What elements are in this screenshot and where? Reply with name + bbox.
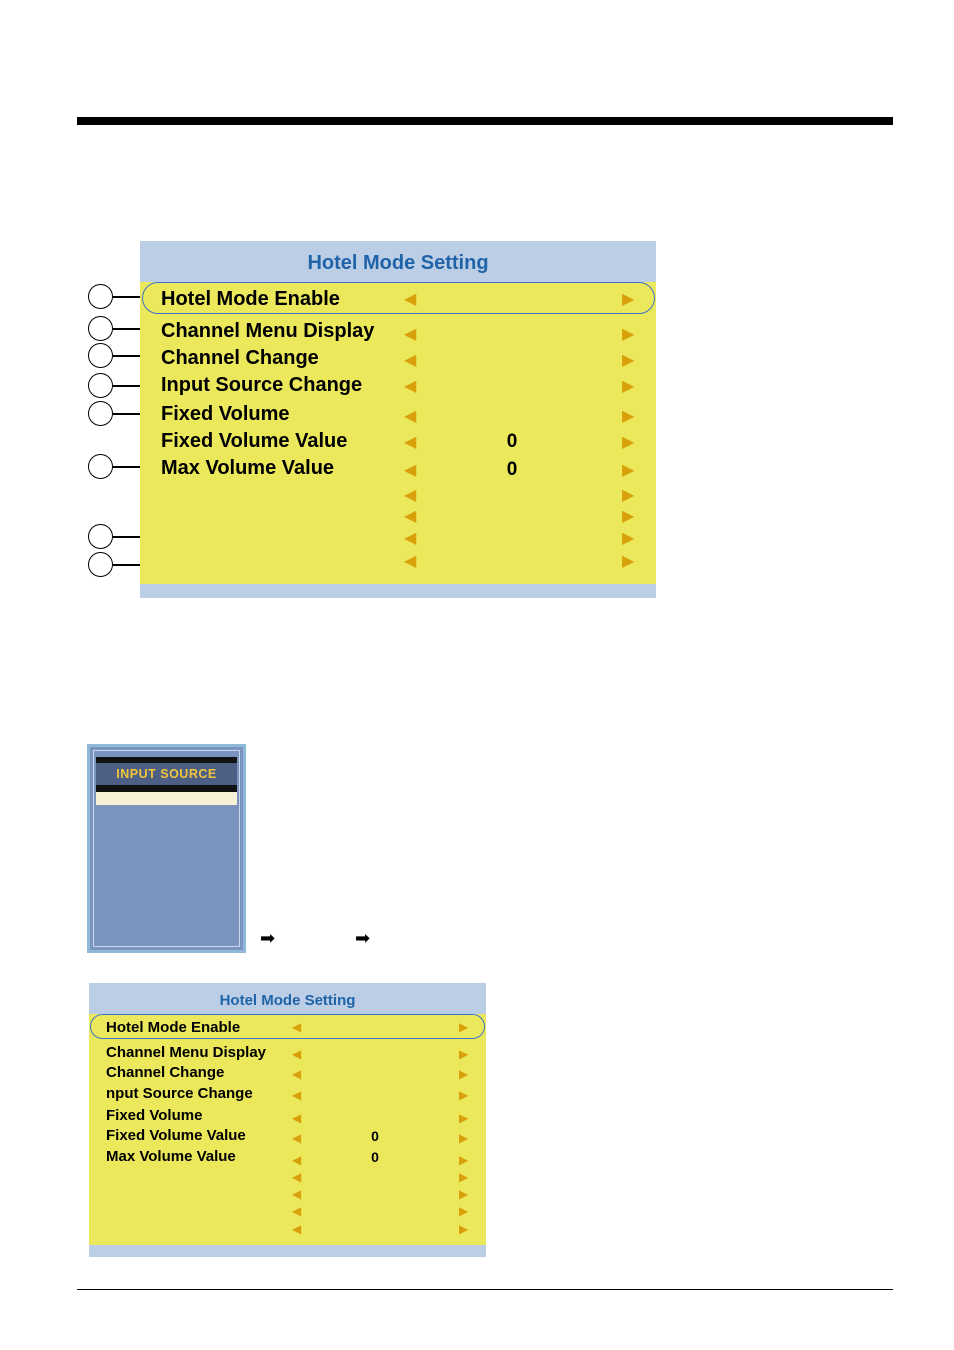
row-label: Fixed Volume (106, 1107, 203, 1124)
left-arrow-icon[interactable]: ◀ (292, 1187, 302, 1201)
row-label: nput Source Change (106, 1085, 253, 1102)
top-rule (77, 117, 893, 125)
left-arrow-icon[interactable]: ◀ (404, 408, 417, 425)
row-label: Channel Menu Display (106, 1044, 267, 1061)
right-arrow-icon[interactable]: ▶ (459, 1111, 469, 1125)
callout-circle-4 (88, 373, 113, 398)
row-label: Channel Menu Display (161, 320, 375, 342)
left-arrow-icon[interactable]: ◀ (404, 462, 417, 479)
left-arrow-icon[interactable]: ◀ (292, 1131, 302, 1145)
row-label: Max Volume Value (106, 1148, 236, 1165)
left-arrow-icon[interactable]: ◀ (404, 326, 417, 343)
menu-footer-bar (89, 1245, 486, 1257)
row-value: 0 (506, 459, 518, 480)
row-value: 0 (371, 1128, 379, 1144)
left-arrow-icon[interactable]: ◀ (404, 434, 417, 451)
callout-circle-5 (88, 401, 113, 426)
right-arrow-icon[interactable]: ▶ (459, 1047, 469, 1061)
hotel-mode-menu-small (89, 983, 486, 1257)
right-arrow-icon[interactable]: ▶ (622, 326, 635, 343)
row-label: Hotel Mode Enable (106, 1019, 241, 1036)
left-arrow-icon[interactable]: ◀ (292, 1047, 302, 1061)
bottom-rule (77, 1289, 893, 1290)
menu-footer-bar (140, 584, 656, 598)
right-arrow-icon[interactable]: ▶ (459, 1170, 469, 1184)
left-arrow-icon[interactable]: ◀ (292, 1111, 302, 1125)
left-arrow-icon[interactable]: ◀ (404, 378, 417, 395)
row-value: 0 (371, 1149, 379, 1165)
callout-circle-8 (88, 552, 113, 577)
right-arrow-icon[interactable]: ▶ (622, 462, 635, 479)
menu-title-bar (140, 241, 656, 282)
left-arrow-icon[interactable]: ◀ (292, 1088, 302, 1102)
left-arrow-icon[interactable]: ◀ (404, 508, 417, 525)
left-arrow-icon[interactable]: ◀ (292, 1170, 302, 1184)
right-arrow-icon[interactable]: ▶ (622, 291, 635, 308)
row-label: Max Volume Value (161, 457, 335, 479)
menu-title: Hotel Mode Setting (307, 252, 489, 274)
right-arrow-icon[interactable]: ▶ (459, 1067, 469, 1081)
left-arrow-icon[interactable]: ◀ (292, 1067, 302, 1081)
left-arrow-icon[interactable]: ◀ (404, 487, 417, 504)
right-arrow-icon[interactable]: ▶ (459, 1187, 469, 1201)
row-label: Channel Change (106, 1064, 225, 1081)
callout-circle-7 (88, 524, 113, 549)
left-arrow-icon[interactable]: ◀ (292, 1020, 302, 1034)
callout-circle-1 (88, 284, 113, 309)
row-label: Input Source Change (161, 374, 363, 396)
right-arrow-icon[interactable]: ▶ (622, 408, 635, 425)
left-arrow-icon[interactable]: ◀ (292, 1204, 302, 1218)
callout-circle-2 (88, 316, 113, 341)
menu-title-bar (89, 983, 486, 1014)
flow-arrow-icon: ➡ (355, 928, 371, 948)
input-source-title: INPUT SOURCE (116, 767, 217, 781)
flow-arrow-icon: ➡ (260, 928, 276, 948)
left-arrow-icon[interactable]: ◀ (404, 291, 417, 308)
right-arrow-icon[interactable]: ▶ (622, 530, 635, 547)
menu-title: Hotel Mode Setting (219, 992, 356, 1009)
right-arrow-icon[interactable]: ▶ (622, 487, 635, 504)
right-arrow-icon[interactable]: ▶ (622, 508, 635, 525)
right-arrow-icon[interactable]: ▶ (459, 1153, 469, 1167)
row-label: Hotel Mode Enable (161, 288, 340, 310)
right-arrow-icon[interactable]: ▶ (459, 1204, 469, 1218)
right-arrow-icon[interactable]: ▶ (622, 553, 635, 570)
right-arrow-icon[interactable]: ▶ (622, 378, 635, 395)
row-label: Channel Change (161, 347, 319, 369)
left-arrow-icon[interactable]: ◀ (404, 553, 417, 570)
right-arrow-icon[interactable]: ▶ (459, 1088, 469, 1102)
hotel-mode-menu-large (140, 241, 656, 598)
input-source-selected-item[interactable] (96, 792, 237, 805)
input-source-panel (87, 744, 246, 953)
right-arrow-icon[interactable]: ▶ (622, 352, 635, 369)
left-arrow-icon[interactable]: ◀ (404, 352, 417, 369)
row-label: Fixed Volume (161, 403, 290, 425)
right-arrow-icon[interactable]: ▶ (459, 1020, 469, 1034)
left-arrow-icon[interactable]: ◀ (404, 530, 417, 547)
input-source-header-bottom-strip (96, 785, 237, 792)
callout-circle-3 (88, 343, 113, 368)
input-source-header (96, 763, 237, 785)
row-label: Fixed Volume Value (106, 1127, 246, 1144)
row-label: Fixed Volume Value (161, 430, 348, 452)
right-arrow-icon[interactable]: ▶ (459, 1131, 469, 1145)
row-value: 0 (506, 431, 518, 452)
right-arrow-icon[interactable]: ▶ (622, 434, 635, 451)
callout-circle-6 (88, 454, 113, 479)
left-arrow-icon[interactable]: ◀ (292, 1153, 302, 1167)
left-arrow-icon[interactable]: ◀ (292, 1222, 302, 1236)
right-arrow-icon[interactable]: ▶ (459, 1222, 469, 1236)
